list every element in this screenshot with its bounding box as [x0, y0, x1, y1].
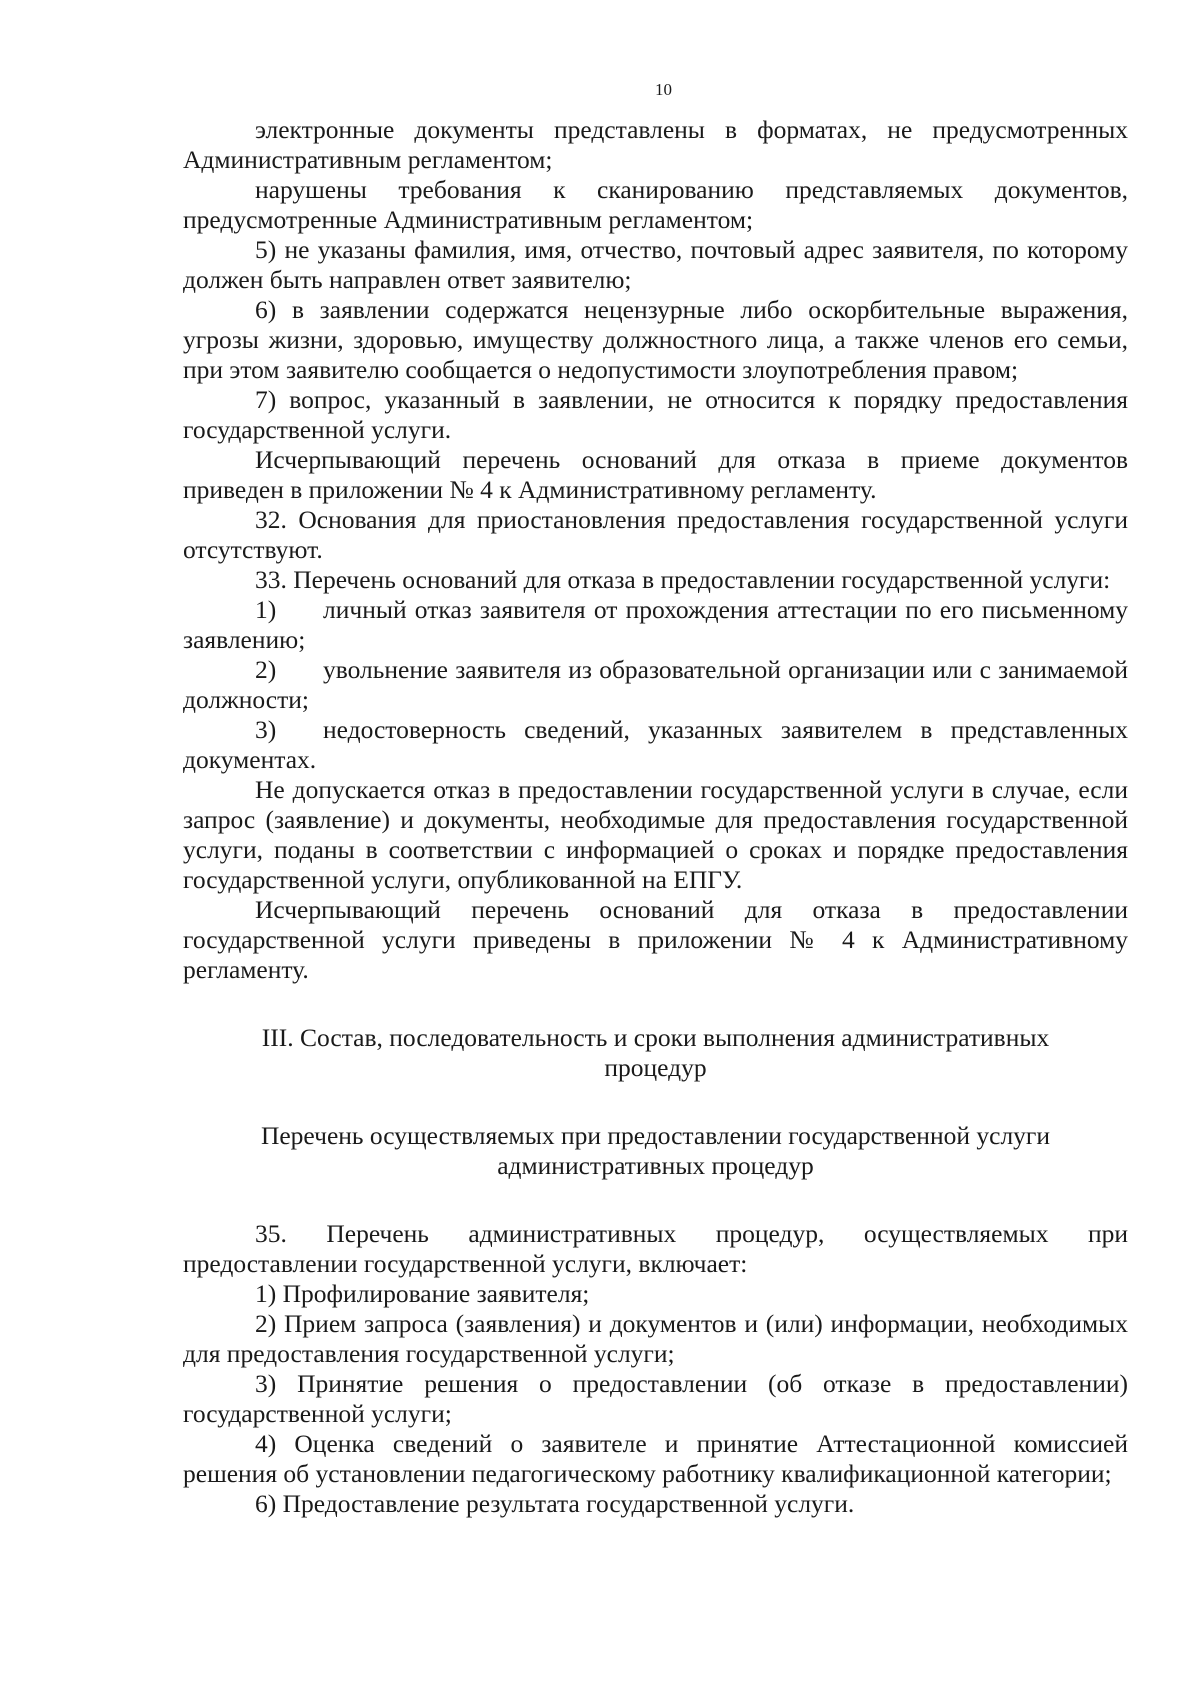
- paragraph-refusal-not-allowed: Не допускается отказ в предоставлении государственной услуги в случае, если запрос (заявление) и документы, необходимые для предоставления государственной услуги, поданы в соответствии с информацией о сроках и порядке предоставления государственной услуги, опубликованной на ЕПГУ.: [183, 775, 1128, 894]
- paragraph-item-7: 7) вопрос, указанный в заявлении, не относится к порядку предоставления государственной услуги.: [183, 385, 1128, 444]
- paragraph-33-refusal-grounds: 33. Перечень оснований для отказа в предоставлении государственной услуги:: [255, 565, 1111, 594]
- procedure-item: 6) Предоставление результата государственной услуги.: [255, 1489, 855, 1518]
- procedure-item: 1) Профилирование заявителя;: [255, 1279, 590, 1308]
- list-item-text: личный отказ заявителя от прохождения аттестации по его письменному заявлению;: [183, 595, 1128, 654]
- subsection-heading: Перечень осуществляемых при предоставлении государственной услуги административных процедур: [260, 1121, 1051, 1180]
- procedure-item: 2) Прием запроса (заявления) и документов и (или) информации, необходимых для предоставления государственной услуги;: [183, 1309, 1128, 1368]
- spacer: [183, 1083, 1128, 1121]
- page-number: 10: [655, 80, 672, 99]
- list-item-number: 2): [255, 655, 277, 684]
- list-item: [183, 715, 1128, 775]
- list-item-text: недостоверность сведений, указанных заявителем в представленных документах.: [183, 715, 1128, 774]
- spacer: [183, 985, 1128, 1023]
- paragraph-electronic-formats: электронные документы представлены в форматах, не предусмотренных Административным регламентом;: [183, 115, 1128, 174]
- document-page: [183, 80, 1128, 1519]
- procedure-item: 4) Оценка сведений о заявителе и принятие Аттестационной комиссией решения об установлении педагогическому работнику квалификационной категории;: [183, 1429, 1128, 1488]
- paragraph-32-suspension: 32. Основания для приостановления предоставления государственной услуги отсутствуют.: [183, 505, 1128, 564]
- list-item: [183, 655, 1128, 715]
- list-item: [183, 595, 1128, 655]
- paragraph-exhaustive-list-refusal: Исчерпывающий перечень оснований для отказа в предоставлении государственной услуги приведены в приложении № 4 к Административному регламенту.: [183, 895, 1128, 984]
- list-item-number: 3): [255, 715, 277, 744]
- list-item-number: 1): [255, 595, 277, 624]
- paragraph-scanning-requirements: нарушены требования к сканированию представляемых документов, предусмотренные Административным регламентом;: [183, 175, 1128, 234]
- section-heading: III. Состав, последовательность и сроки выполнения административных процедур: [261, 1023, 1050, 1082]
- procedure-item: 3) Принятие решения о предоставлении (об отказе в предоставлении) государственной услуги;: [183, 1369, 1128, 1428]
- spacer: [183, 1181, 1128, 1219]
- list-item-text: увольнение заявителя из образовательной организации или с занимаемой должности;: [183, 655, 1128, 714]
- paragraph-exhaustive-list-acceptance: Исчерпывающий перечень оснований для отказа в приеме документов приведен в приложении № 4 к Административному регламенту.: [183, 445, 1128, 504]
- paragraph-35-procedures: 35. Перечень административных процедур, осуществляемых при предоставлении государственной услуги, включает:: [183, 1219, 1128, 1278]
- paragraph-item-6: 6) в заявлении содержатся нецензурные либо оскорбительные выражения, угрозы жизни, здоровью, имуществу должностного лица, а также членов его семьи, при этом заявителю сообщается о недопустимости злоупотребления правом;: [183, 295, 1128, 384]
- paragraph-item-5: 5) не указаны фамилия, имя, отчество, почтовый адрес заявителя, по которому должен быть направлен ответ заявителю;: [183, 235, 1128, 294]
